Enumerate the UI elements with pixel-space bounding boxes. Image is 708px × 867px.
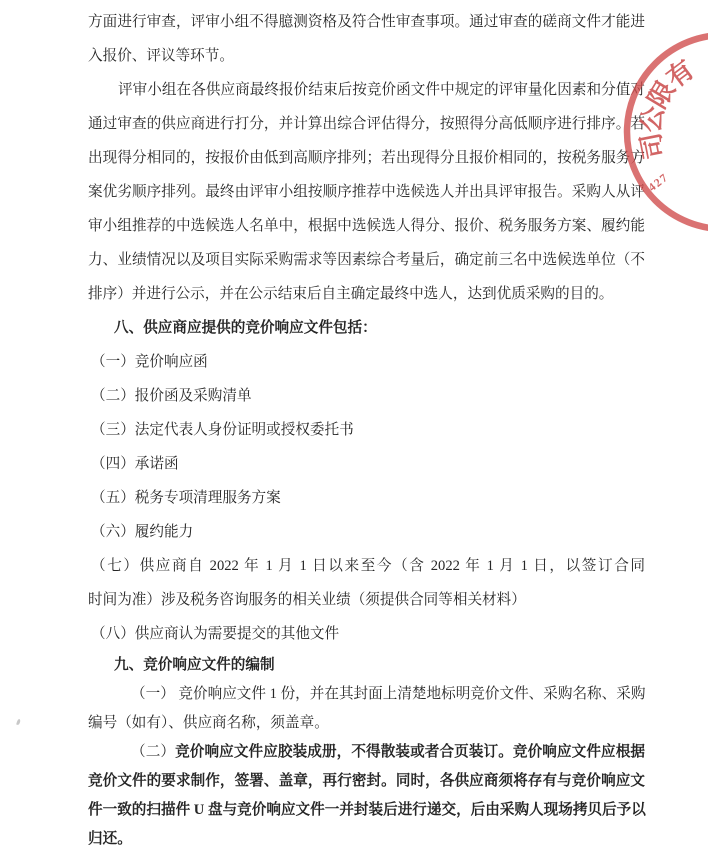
document-page <box>88 5 645 854</box>
seal-char-icon: 有 <box>661 54 700 94</box>
seal-ring <box>627 35 708 229</box>
doc-line: 方面进行审查，评审小组不得臆测资格及符合性审查事项。通过审查的磋商文件才能进 <box>88 14 645 30</box>
list-item: （二）报价函及采购清单 <box>91 388 252 404</box>
section-8-heading: 八、供应商应提供的竞价响应文件包括： <box>114 320 377 336</box>
seal-number: 427 <box>646 171 672 195</box>
doc-line: 件一致的扫描件 U 盘与竞价响应文件一并封装后进行递交，后由采购人现场拷贝后予以 <box>88 802 646 818</box>
doc-line: 审小组推荐的中选候选人名单中，根据中选候选人得分、报价、税务服务方案、履约能 <box>88 218 645 234</box>
list-item: （八）供应商认为需要提交的其他文件 <box>91 626 340 642</box>
list-item: （三）法定代表人身份证明或授权委托书 <box>91 422 354 438</box>
list-item: （七）供应商自 2022 年 1 月 1 日以来至今（含 2022 年 1 月 1 日，以签订合同 <box>91 558 645 574</box>
doc-line: 案优劣顺序排列。最终由评审小组按顺序推荐中选候选人并出具评审报告。采购人从评 <box>88 184 645 200</box>
list-marker: （二） <box>131 744 176 760</box>
doc-line: 竞价文件的要求制作，签署、盖章，再行密封。同时，各供应商须将存有与竞价响应文 <box>88 773 645 789</box>
doc-line: 出现得分相同的，按报价由低到高顺序排列；若出现得分且报价相同的，按税务服务方 <box>88 150 645 166</box>
section-9-heading: 九、竞价响应文件的编制 <box>114 657 275 673</box>
doc-line: 入报价、评议等环节。 <box>88 48 234 64</box>
seal-char-icon: 司 <box>636 130 670 162</box>
doc-line: 评审小组在各供应商最终报价结束后按竞价函文件中规定的评审量化因素和分值对 <box>118 82 645 98</box>
scan-artifact <box>16 719 21 726</box>
doc-line: 归还。 <box>88 831 132 847</box>
list-item: （五）税务专项清理服务方案 <box>91 490 281 506</box>
doc-line: （一） 竞价响应文件 1 份，并在其封面上清楚地标明竞价文件、采购名称、采购 <box>131 686 646 702</box>
doc-line: 时间为准）涉及税务咨询服务的相关业绩（须提供合同等相关材料） <box>88 592 526 608</box>
doc-line: 力、业绩情况以及项目实际采购需求等因素综合考量后，确定前三名中选候选单位（不 <box>88 252 645 268</box>
list-item: （六）履约能力 <box>91 524 194 540</box>
list-item: （四）承诺函 <box>91 456 179 472</box>
company-seal-stamp <box>585 20 708 270</box>
list-item: （一）竞价响应函 <box>91 354 208 370</box>
doc-line: 排序）并进行公示，并在公示结束后自主确定最终中选人，达到优质采购的目的。 <box>88 286 614 302</box>
doc-line: 编号（如有）、供应商名称，须盖章。 <box>88 715 329 731</box>
seal-char-icon: 公 <box>636 104 670 135</box>
seal-char-icon: 限 <box>642 76 681 114</box>
doc-line: 通过审查的供应商进行打分，并计算出综合评估得分，按照得分高低顺序进行排序。若 <box>88 116 645 132</box>
doc-line-bold-text: 竞价响应文件应胶装成册，不得散装或者合页装订。竞价响应文件应根据 <box>175 744 645 760</box>
doc-line <box>88 738 645 767</box>
